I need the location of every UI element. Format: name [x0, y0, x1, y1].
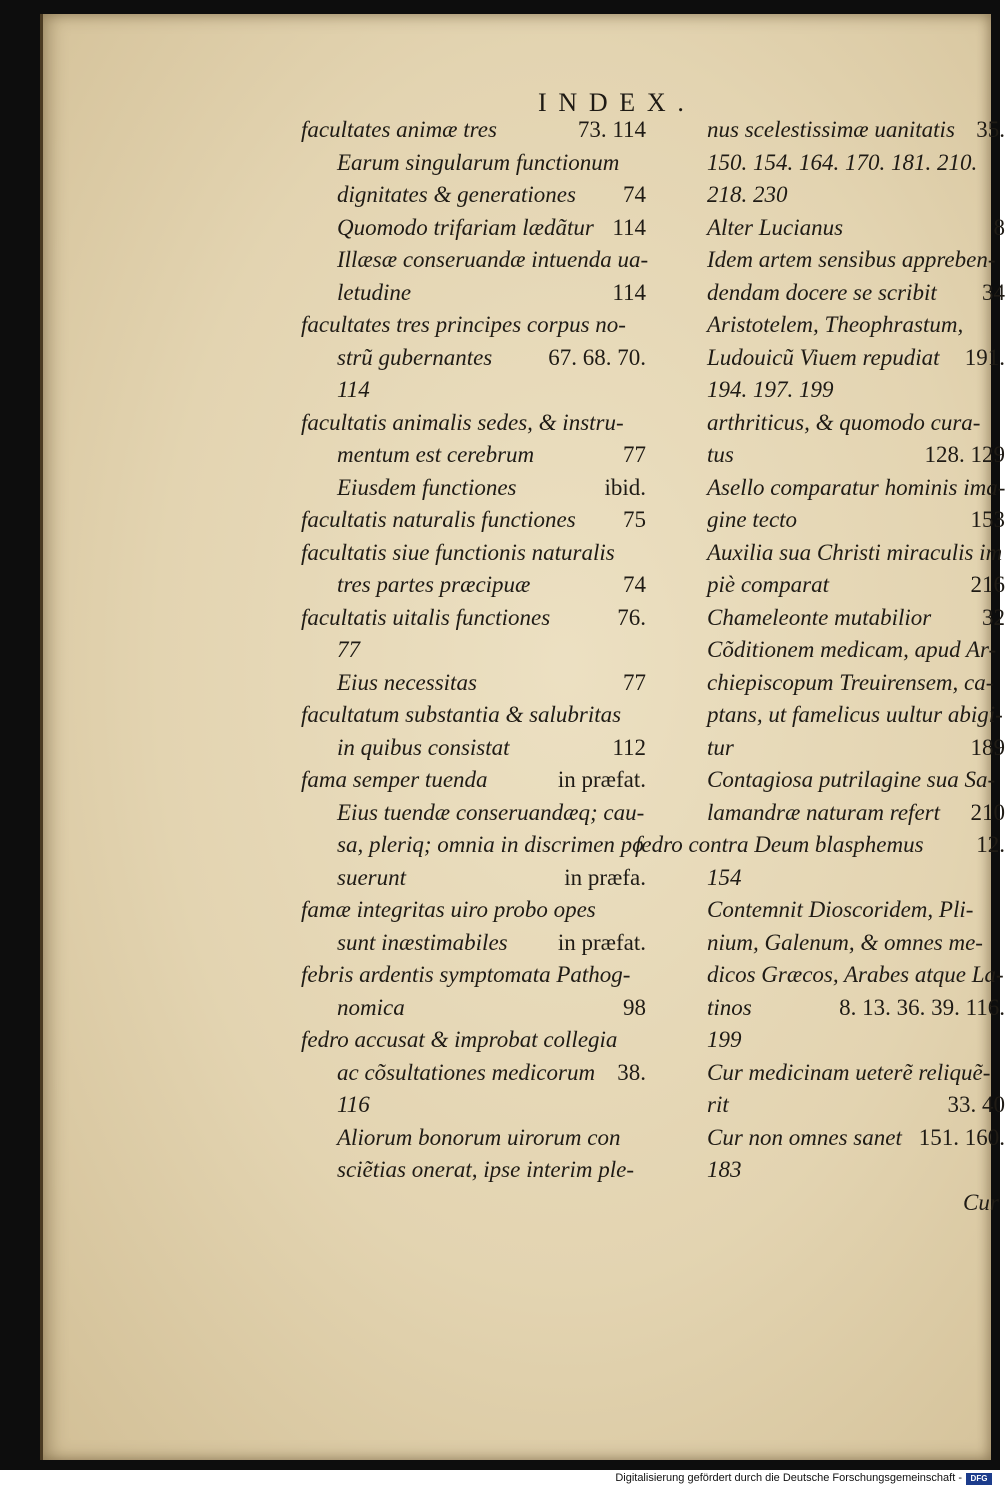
- index-entry-text: facultatis naturalis functiones: [301, 507, 576, 532]
- index-line: [301, 1024, 646, 1057]
- index-entry-text: fedro accusat & improbat collegia: [301, 1027, 618, 1052]
- index-line: [671, 1089, 1005, 1122]
- index-page-ref: 77: [623, 442, 646, 467]
- index-line: [671, 439, 1005, 472]
- index-line: [671, 407, 1005, 440]
- index-line: [671, 959, 1005, 992]
- index-line: [671, 277, 1005, 310]
- index-entry-text: nomica: [337, 994, 405, 1020]
- index-column-left: [301, 114, 649, 1187]
- index-entry-text: 150. 154. 164. 170. 181. 210.: [707, 149, 978, 175]
- index-line: [301, 862, 646, 895]
- catchword: Cur: [963, 1190, 999, 1215]
- index-line: [635, 829, 1005, 862]
- index-line: [671, 699, 1005, 732]
- index-line: [671, 764, 1005, 797]
- index-entry-text: sa, pleriq; omnia in discrimen po: [337, 832, 644, 857]
- index-page-ref: ibid.: [604, 474, 646, 500]
- index-page-ref: 32: [982, 604, 1005, 630]
- index-page-ref: 153: [970, 507, 1005, 532]
- index-line: [671, 342, 1005, 375]
- index-entry-text: Cõditionem medicam, apud Ar-: [707, 637, 997, 662]
- index-page-ref: in præfat.: [557, 929, 646, 955]
- index-page-ref: 128. 129: [924, 442, 1005, 467]
- index-entry-text: 218. 230: [707, 182, 788, 207]
- index-line: [301, 179, 646, 212]
- index-line: [301, 1089, 646, 1122]
- index-page-ref: 191.: [964, 344, 1005, 370]
- index-line: [301, 1122, 646, 1155]
- index-line: [671, 569, 1005, 602]
- index-line: [301, 699, 646, 732]
- index-entry-text: 114: [337, 377, 370, 402]
- index-entry-text: Eiusdem functiones: [337, 474, 517, 500]
- index-line: [671, 472, 1005, 505]
- index-entry-text: facultatis animalis sedes, & instru-: [301, 409, 624, 435]
- index-line: [671, 1122, 1005, 1155]
- index-line: [671, 992, 1005, 1025]
- index-page-ref: 34: [982, 279, 1005, 305]
- index-entry-text: 154: [707, 864, 742, 890]
- index-line: [671, 667, 1005, 700]
- index-line: [301, 244, 649, 277]
- index-line: [301, 797, 646, 830]
- index-entry-text: suerunt: [337, 864, 406, 890]
- index-entry-text: tur: [707, 734, 734, 760]
- index-entry-text: Chameleonte mutabilior: [707, 604, 932, 630]
- index-entry-text: sunt inæstimabiles: [337, 929, 508, 955]
- index-line: [671, 309, 1005, 342]
- index-line: [301, 342, 646, 375]
- index-entry-text: famæ integritas uiro probo opes: [301, 897, 596, 922]
- index-entry-text: 183: [707, 1157, 742, 1182]
- index-line: [671, 732, 1005, 765]
- index-entry-text: tinos: [707, 994, 752, 1020]
- index-page-ref: 114: [612, 214, 646, 240]
- index-page-ref: 67. 68. 70.: [548, 344, 646, 370]
- index-entry-text: in quibus consistat: [337, 734, 510, 760]
- index-entry-text: Eius tuendæ conseruandæq; cau-: [337, 799, 645, 825]
- index-line: [671, 244, 1005, 277]
- index-line: [671, 114, 1005, 147]
- index-line: [301, 602, 646, 635]
- index-line: [671, 862, 1005, 895]
- footer-bar: [0, 1470, 1000, 1488]
- index-entry-text: facultates tres principes corpus no-: [301, 312, 626, 337]
- index-page-ref: 33. 40: [947, 1092, 1005, 1117]
- index-line: [671, 797, 1005, 830]
- index-page-ref: 216: [970, 572, 1005, 597]
- index-line: [301, 309, 646, 342]
- index-page-ref: 151. 160.: [918, 1124, 1005, 1150]
- index-page-ref: 8. 13. 36. 39. 116.: [839, 994, 1005, 1020]
- index-entry-text: ptans, ut famelicus uultur abigi-: [707, 702, 1003, 727]
- index-page-ref: 75: [623, 507, 646, 532]
- index-entry-text: arthriticus, & quomodo cura-: [707, 409, 981, 435]
- index-line: [301, 1154, 646, 1187]
- index-entry-text: Auxilia sua Christi miraculis im: [707, 539, 1003, 565]
- index-entry-text: Ludouicũ Viuem repudiat: [707, 344, 940, 370]
- index-entry-text: Asello comparatur hominis ima-: [707, 474, 1005, 500]
- index-entry-text: facultatis siue functionis naturalis: [301, 539, 615, 565]
- index-entry-text: strũ gubernantes: [337, 344, 493, 370]
- index-entry-text: fama semper tuenda: [301, 767, 488, 792]
- index-entry-text: Contagiosa putrilagine sua Sa-: [707, 767, 996, 792]
- running-head: INDEX.: [538, 88, 696, 117]
- index-line: [301, 667, 646, 700]
- index-line: [671, 1024, 1005, 1057]
- index-line: [671, 894, 1005, 927]
- index-entry-text: chiepiscopum Treuirensem, ca-: [707, 669, 994, 695]
- index-line: [301, 374, 646, 407]
- index-line: [671, 179, 1005, 212]
- index-line: [301, 634, 646, 667]
- index-entry-text: Illæsæ conseruandæ intuenda ua-: [337, 247, 649, 272]
- index-line: [301, 472, 646, 505]
- index-page-ref: 114: [612, 279, 646, 305]
- index-entry-text: letudine: [337, 279, 412, 305]
- index-page-ref: 98: [623, 994, 646, 1020]
- index-line: [671, 1154, 1005, 1187]
- index-page-ref: 76.: [617, 604, 646, 630]
- index-line: [301, 569, 646, 602]
- index-line: [301, 894, 646, 927]
- index-entry-text: dignitates & generationes: [337, 182, 576, 207]
- index-line: [671, 504, 1005, 537]
- index-line: [671, 1057, 1005, 1090]
- index-line: [301, 407, 646, 440]
- index-entry-text: rit: [707, 1092, 729, 1117]
- index-line: [671, 927, 1005, 960]
- index-entry-text: facultates animæ tres: [301, 117, 497, 142]
- index-line: [301, 992, 646, 1025]
- index-line: [671, 374, 1005, 407]
- index-entry-text: tus: [707, 442, 734, 467]
- index-line: [671, 634, 1005, 667]
- index-line: [671, 602, 1005, 635]
- index-page-ref: 74: [623, 572, 646, 597]
- index-entry-text: fedro contra Deum blasphemus: [635, 832, 924, 857]
- index-entry-text: Cur medicinam ueterẽ reliquẽ-: [707, 1059, 991, 1085]
- index-page-ref: 38.: [617, 1059, 646, 1085]
- funding-notice: Digitalisierung gefördert durch die Deutsche Forschungsgemeinschaft -: [615, 1472, 962, 1484]
- index-page-ref: 210: [970, 799, 1005, 825]
- index-entry-text: tres partes præcipuæ: [337, 572, 531, 597]
- index-entry-text: Contemnit Dioscoridem, Pli-: [707, 897, 974, 922]
- index-line: [671, 537, 1005, 570]
- index-line: [301, 764, 646, 797]
- index-entry-text: facultatum substantia & salubritas: [301, 702, 622, 727]
- index-line: [301, 829, 646, 862]
- index-page-ref: in præfa.: [564, 864, 646, 890]
- index-page-ref: 8: [993, 214, 1005, 240]
- index-page-ref: in præfat.: [557, 767, 646, 792]
- index-entry-text: nus scelestissimæ uanitatis: [707, 117, 955, 142]
- index-entry-text: sciẽtias onerat, ipse interim ple-: [337, 1157, 635, 1182]
- index-entry-text: 77: [337, 637, 360, 662]
- index-entry-text: Earum singularum functionum: [337, 149, 620, 175]
- index-page-ref: 73. 114: [577, 117, 646, 142]
- index-line: [301, 147, 646, 180]
- index-entry-text: 194. 197. 199: [707, 377, 834, 402]
- index-line: [671, 212, 1005, 245]
- book-page: [40, 14, 1005, 1460]
- index-line: [301, 537, 646, 570]
- index-entry-text: mentum est cerebrum: [337, 442, 535, 467]
- index-page-ref: 77: [623, 669, 646, 695]
- index-entry-text: 199: [707, 1027, 742, 1052]
- index-page-ref: 74: [623, 182, 646, 207]
- index-line: [301, 212, 646, 245]
- index-entry-text: gine tecto: [707, 507, 798, 532]
- index-entry-text: dendam docere se scribit: [707, 279, 937, 305]
- index-entry-text: Quomodo trifariam lædãtur: [337, 214, 594, 240]
- index-entry-text: nium, Galenum, & omnes me-: [707, 929, 983, 955]
- index-entry-text: Aliorum bonorum uirorum con: [337, 1124, 621, 1150]
- index-line: [671, 147, 1005, 180]
- index-entry-text: febris ardentis symptomata Pathog-: [301, 962, 631, 987]
- index-entry-text: ac cõsultationes medicorum: [337, 1059, 596, 1085]
- index-page-ref: 35.: [976, 117, 1005, 142]
- index-entry-text: Idem artem sensibus appreben-: [707, 247, 996, 272]
- index-line: [301, 504, 646, 537]
- index-line: [301, 732, 646, 765]
- index-entry-text: Alter Lucianus: [707, 214, 844, 240]
- index-line: [301, 439, 646, 472]
- index-column-right: [635, 114, 1005, 1187]
- index-line: [301, 114, 646, 147]
- index-line: [301, 927, 646, 960]
- index-line: [301, 959, 646, 992]
- index-page-ref: 189: [970, 734, 1005, 760]
- index-entry-text: facultatis uitalis functiones: [301, 604, 551, 630]
- index-entry-text: piè comparat: [707, 572, 830, 597]
- index-entry-text: dicos Græcos, Arabes atque La-: [707, 962, 1004, 987]
- index-entry-text: Aristotelem, Theophrastum,: [707, 312, 964, 337]
- index-line: [301, 277, 646, 310]
- index-entry-text: Eius necessitas: [337, 669, 477, 695]
- index-page-ref: 112: [612, 734, 646, 760]
- index-entry-text: Cur non omnes sanet: [707, 1124, 902, 1150]
- index-line: [301, 1057, 646, 1090]
- index-page-ref: 12.: [976, 832, 1005, 857]
- index-entry-text: lamandræ naturam refert: [707, 799, 940, 825]
- dfg-logo: DFG: [966, 1473, 992, 1485]
- index-entry-text: 116: [337, 1092, 370, 1117]
